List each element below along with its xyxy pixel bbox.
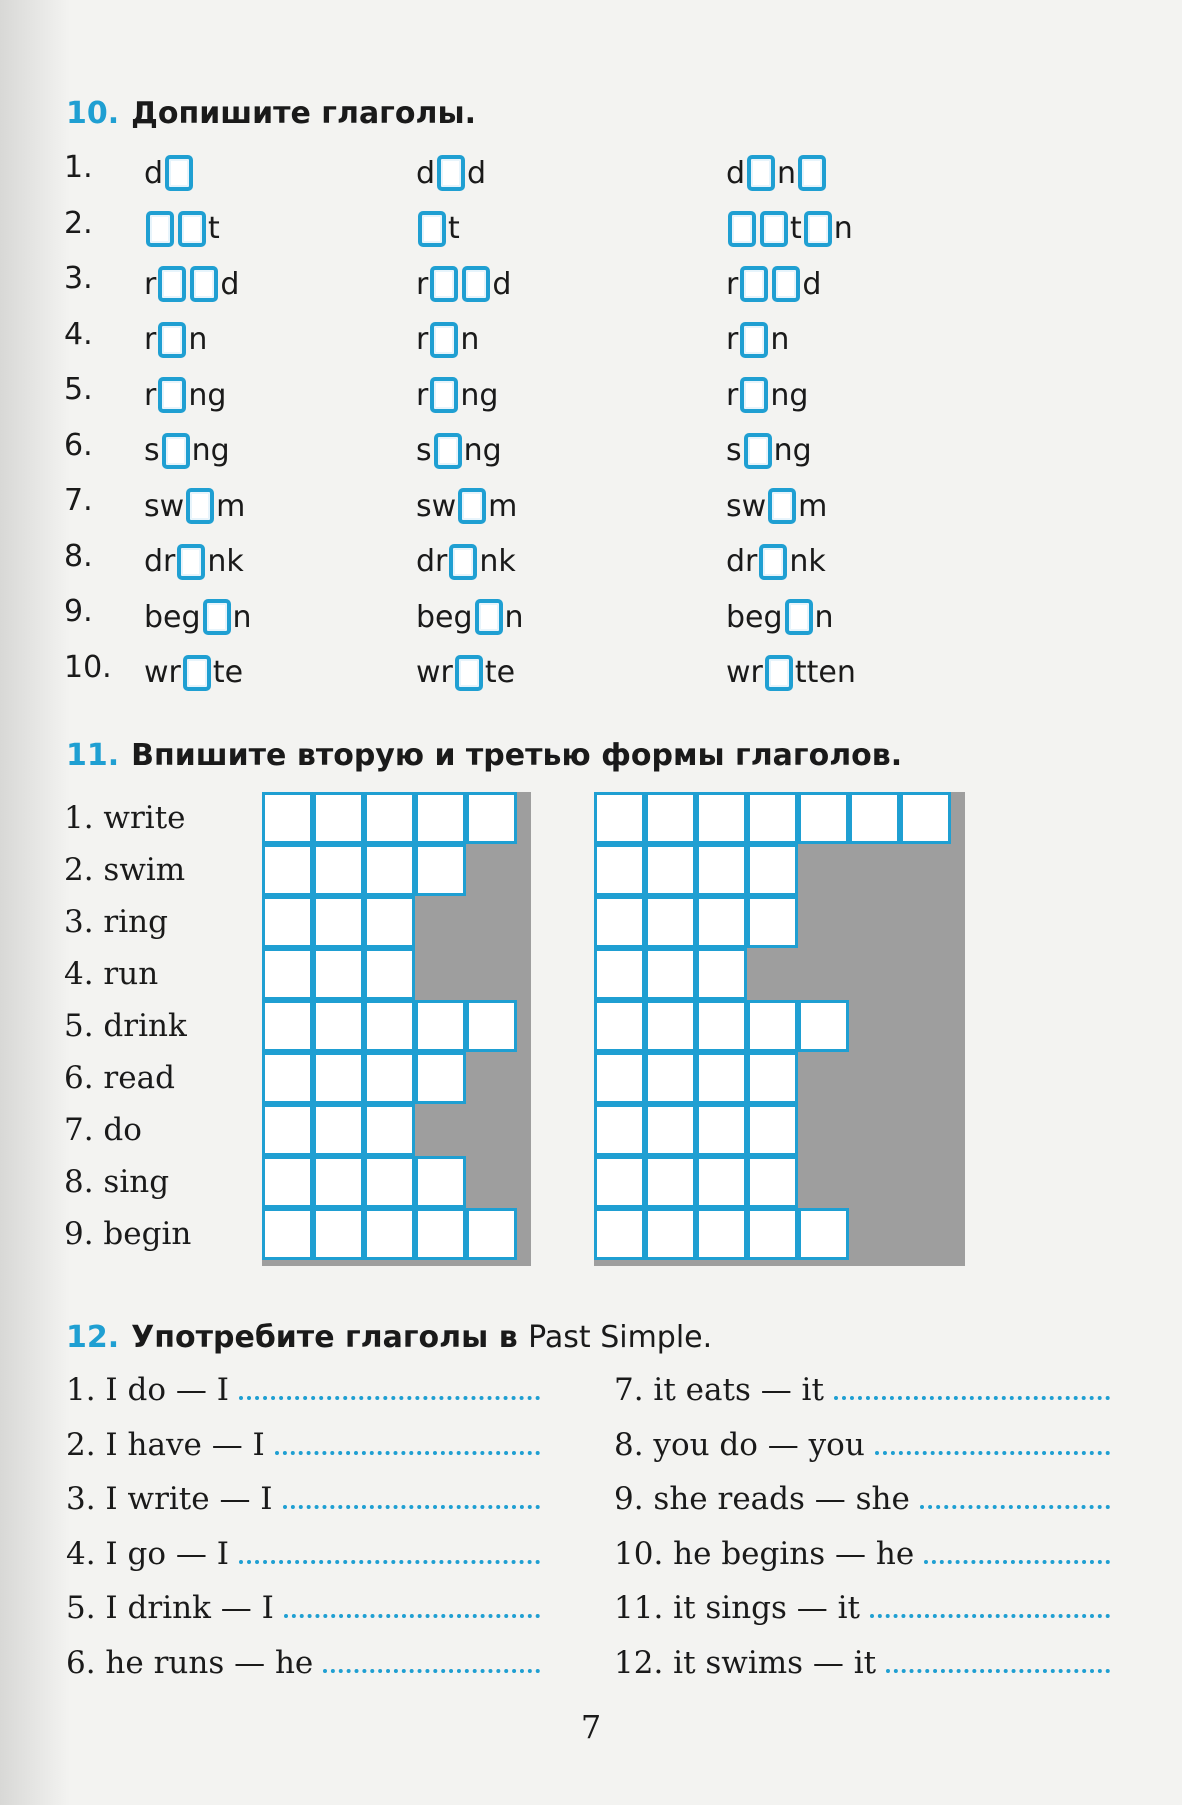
grid-cell[interactable] <box>262 792 313 844</box>
past-simple-item <box>66 1590 540 1626</box>
item-text: 9. she reads — she <box>614 1481 910 1517</box>
item-text: 6. he runs — he <box>66 1644 314 1681</box>
grid-cell[interactable] <box>262 1052 313 1104</box>
grid-cell[interactable] <box>415 1208 466 1260</box>
exercise-12-heading <box>66 1320 712 1355</box>
verb-form-2 <box>416 150 486 196</box>
grid-cell[interactable] <box>313 1104 364 1156</box>
grid-cell[interactable] <box>747 792 798 844</box>
verb-letters: s <box>144 433 160 468</box>
grid-cell[interactable] <box>262 1104 313 1156</box>
grid-cell[interactable] <box>594 1208 645 1260</box>
row-number: 3. <box>64 261 93 296</box>
verb-form-3 <box>726 317 789 363</box>
grid-cell[interactable] <box>747 1052 798 1104</box>
exercise-10-row <box>64 650 1124 700</box>
verb-letters: n <box>188 322 208 357</box>
grid-cell[interactable] <box>364 792 415 844</box>
grid-cell[interactable] <box>415 1156 466 1208</box>
verb-letters: dr <box>416 544 448 579</box>
letter-box[interactable] <box>178 211 206 247</box>
letter-box[interactable] <box>158 266 186 302</box>
verb-letters: wr <box>726 655 763 690</box>
grid-cell[interactable] <box>594 1052 645 1104</box>
grid-cell[interactable] <box>364 1000 415 1052</box>
verb-letters: beg <box>144 599 201 635</box>
grid-cell[interactable] <box>594 1156 645 1208</box>
verb-form-3 <box>726 483 827 529</box>
row-number: 10. <box>64 649 112 685</box>
item-text: 10. he begins — he <box>614 1535 915 1572</box>
item-text: 3. I write — I <box>66 1481 273 1517</box>
grid-cell[interactable] <box>364 896 415 948</box>
verb-letters: r <box>416 266 429 302</box>
grid-cell[interactable] <box>313 896 364 948</box>
verb-letters: beg <box>726 599 783 635</box>
verb-letters: nk <box>207 544 244 579</box>
verb-letters: d <box>144 155 164 191</box>
verb-form-1 <box>144 150 195 196</box>
verb-letters: tten <box>794 655 856 690</box>
letter-box[interactable] <box>177 544 205 580</box>
letter-box[interactable] <box>740 322 768 358</box>
row-number: 9. <box>64 594 93 629</box>
past-simple-item <box>66 1645 540 1681</box>
verb-form-3 <box>726 206 853 252</box>
answer-line[interactable] <box>283 1483 540 1509</box>
grid-cell[interactable] <box>747 844 798 896</box>
letter-box[interactable] <box>203 599 231 635</box>
letter-box[interactable] <box>759 544 787 580</box>
verb-form-3 <box>726 594 834 640</box>
grid-cell[interactable] <box>262 896 313 948</box>
grid-cell[interactable] <box>696 1052 747 1104</box>
exercise-10-row <box>64 261 1124 311</box>
verb-letters: ng <box>188 377 227 413</box>
grid-cell[interactable] <box>415 844 466 896</box>
grid-cell[interactable] <box>364 1104 415 1156</box>
verb-form-1 <box>144 539 244 585</box>
letter-box[interactable] <box>765 655 793 691</box>
grid-cell[interactable] <box>696 896 747 948</box>
grid-cell[interactable] <box>696 792 747 844</box>
verb-letters: t <box>448 211 460 246</box>
letter-box[interactable] <box>462 266 490 302</box>
item-text: 8. you do — you <box>614 1426 865 1463</box>
answer-line[interactable] <box>920 1483 1110 1509</box>
exercise-11-heading <box>66 738 902 773</box>
letter-box[interactable] <box>418 211 446 247</box>
grid-cell[interactable] <box>313 948 364 1000</box>
exercise-11-verb-list <box>64 800 264 1268</box>
verb-item: 4. run <box>64 956 159 992</box>
letter-box[interactable] <box>747 155 775 191</box>
verb-form-1 <box>144 428 230 474</box>
verb-letters: r <box>726 266 739 302</box>
verb-form-2 <box>416 428 502 474</box>
grid-cell[interactable] <box>747 1156 798 1208</box>
grid-cell[interactable] <box>466 1208 517 1260</box>
grid-cell[interactable] <box>747 1104 798 1156</box>
letter-box[interactable] <box>768 488 796 524</box>
verb-form-2 <box>416 650 515 696</box>
grid-cell[interactable] <box>696 844 747 896</box>
verb-letters: n <box>770 322 790 357</box>
grid-cell[interactable] <box>364 1052 415 1104</box>
verb-item: 5. drink <box>64 1008 187 1044</box>
letter-box[interactable] <box>186 488 214 524</box>
verb-letters: dr <box>144 544 176 579</box>
verb-letters: te <box>484 655 516 690</box>
grid-cell[interactable] <box>696 1208 747 1260</box>
grid-cell[interactable] <box>696 1000 747 1052</box>
grid-cell[interactable] <box>262 948 313 1000</box>
verb-form-3 <box>726 539 826 585</box>
letter-box[interactable] <box>728 211 756 247</box>
past-simple-item <box>614 1372 1110 1408</box>
verb-form-2 <box>416 206 460 252</box>
verb-letters: n <box>777 155 797 191</box>
grid-cell[interactable] <box>313 1208 364 1260</box>
verb-letters: s <box>416 433 432 468</box>
item-text: 2. I have — I <box>66 1426 265 1463</box>
letter-box[interactable] <box>744 433 772 469</box>
grid-cell[interactable] <box>696 948 747 1000</box>
verb-letters: d <box>467 155 487 191</box>
letter-box[interactable] <box>437 155 465 191</box>
exercise-10-row <box>64 150 1124 200</box>
verb-form-1 <box>144 483 245 529</box>
verb-form-1 <box>144 372 226 418</box>
past-simple-item <box>66 1372 540 1408</box>
letter-box[interactable] <box>158 322 186 358</box>
verb-form-3 <box>726 428 812 474</box>
verb-letters: r <box>144 377 157 413</box>
verb-form-1 <box>144 206 220 252</box>
grid-cell[interactable] <box>364 844 415 896</box>
exercise-12-title: Употребите глаголы в <box>131 1320 518 1355</box>
verb-form-1 <box>144 317 207 363</box>
verb-letters: ng <box>773 433 812 468</box>
exercise-10-number: 10. <box>66 96 120 131</box>
grid-cell[interactable] <box>747 1208 798 1260</box>
verb-letters: r <box>144 322 157 357</box>
verb-item: 9. begin <box>64 1216 192 1252</box>
exercise-10-row <box>64 594 1124 644</box>
verb-form-3 <box>726 650 856 696</box>
verb-letters: r <box>416 322 429 357</box>
answer-line[interactable] <box>239 1538 540 1564</box>
exercise-10-title: Допишите глаголы. <box>131 96 476 131</box>
verb-item: 2. swim <box>64 852 186 888</box>
answer-line[interactable] <box>924 1538 1110 1564</box>
exercise-10-row <box>64 539 1124 589</box>
letter-box[interactable] <box>190 266 218 302</box>
verb-item: 8. sing <box>64 1164 170 1200</box>
verb-letters: t <box>208 211 220 246</box>
row-number: 4. <box>64 316 93 352</box>
verb-form-2 <box>416 594 524 640</box>
verb-letters: ng <box>191 433 230 468</box>
grid-cell[interactable] <box>262 1156 313 1208</box>
exercise-10-row <box>64 372 1124 422</box>
verb-letters: sw <box>416 488 457 524</box>
verb-form-1 <box>144 594 252 640</box>
verb-letters: nk <box>479 544 516 579</box>
row-number: 1. <box>64 150 93 185</box>
verb-letters: sw <box>144 488 185 524</box>
item-text: 12. it swims — it <box>614 1644 877 1681</box>
letter-box[interactable] <box>430 377 458 413</box>
grid-cell[interactable] <box>364 1208 415 1260</box>
verb-form-2 <box>416 539 516 585</box>
letter-box[interactable] <box>772 266 800 302</box>
verb-letters: n <box>232 599 252 635</box>
past-simple-item <box>614 1590 1110 1626</box>
grid-cell[interactable] <box>313 792 364 844</box>
grid-cell[interactable] <box>900 792 951 844</box>
answer-line[interactable] <box>834 1374 1110 1400</box>
grid-cell[interactable] <box>466 1000 517 1052</box>
grid-cell[interactable] <box>313 1052 364 1104</box>
verb-letters: ng <box>460 377 499 413</box>
verb-letters: r <box>726 377 739 413</box>
letter-box[interactable] <box>804 211 832 247</box>
letter-box[interactable] <box>162 433 190 469</box>
item-text: 11. it sings — it <box>614 1590 861 1626</box>
verb-form-2 <box>416 317 479 363</box>
letter-box[interactable] <box>740 266 768 302</box>
row-number: 2. <box>64 205 93 241</box>
grid-cell[interactable] <box>645 1104 696 1156</box>
letter-box[interactable] <box>475 599 503 635</box>
grid-cell[interactable] <box>645 1208 696 1260</box>
letter-box[interactable] <box>760 211 788 247</box>
grid-cell[interactable] <box>415 1052 466 1104</box>
grid-cell[interactable] <box>645 844 696 896</box>
verb-item: 6. read <box>64 1060 175 1096</box>
verb-letters: m <box>488 488 518 524</box>
grid-cell[interactable] <box>594 1104 645 1156</box>
grid-cell[interactable] <box>696 1156 747 1208</box>
verb-form-2 <box>416 372 498 418</box>
verb-letters: n <box>814 599 834 635</box>
grid-cell[interactable] <box>747 1000 798 1052</box>
row-number: 8. <box>64 538 93 574</box>
letter-box[interactable] <box>434 433 462 469</box>
exercise-10-row <box>64 428 1124 478</box>
verb-form-3 <box>726 372 808 418</box>
exercise-10-heading <box>66 96 476 131</box>
verb-letters: sw <box>726 488 767 524</box>
verb-letters: wr <box>416 655 453 690</box>
answer-line[interactable] <box>323 1647 540 1673</box>
past-simple-item <box>66 1481 540 1517</box>
letter-box[interactable] <box>165 155 193 191</box>
verb-letters: d <box>220 266 240 302</box>
answer-line[interactable] <box>239 1374 540 1400</box>
verb-letters: d <box>416 155 436 191</box>
item-text: 1. I do — I <box>66 1372 229 1408</box>
verb-letters: t <box>790 211 802 246</box>
verb-letters: s <box>726 433 742 468</box>
verb-letters: r <box>144 266 157 302</box>
exercise-11-title: Впишите вторую и третью формы глаголов. <box>131 738 903 773</box>
letter-box[interactable] <box>430 266 458 302</box>
verb-letters: te <box>212 655 244 690</box>
letter-box[interactable] <box>740 377 768 413</box>
verb-letters: beg <box>416 599 473 635</box>
grid-cell[interactable] <box>696 1104 747 1156</box>
grid-cell[interactable] <box>313 1156 364 1208</box>
past-simple-item <box>66 1536 540 1572</box>
exercise-10-row <box>64 317 1124 367</box>
grid-cell[interactable] <box>594 1000 645 1052</box>
verb-form-3 <box>726 150 828 196</box>
grid-cell[interactable] <box>262 844 313 896</box>
grid-cell[interactable] <box>645 1156 696 1208</box>
answer-line[interactable] <box>284 1592 540 1618</box>
grid-cell[interactable] <box>798 1208 849 1260</box>
verb-item: 7. do <box>64 1112 142 1148</box>
verb-letters: wr <box>144 655 181 690</box>
letter-box[interactable] <box>158 377 186 413</box>
grid-cell[interactable] <box>849 792 900 844</box>
answer-line[interactable] <box>875 1429 1110 1455</box>
page-number: 7 <box>580 1708 602 1746</box>
grid-cell[interactable] <box>645 948 696 1000</box>
row-number: 5. <box>64 372 93 407</box>
page-edge-shadow <box>0 0 70 1805</box>
answer-line[interactable] <box>275 1429 540 1455</box>
grid-cell[interactable] <box>645 1052 696 1104</box>
grid-cell[interactable] <box>313 1000 364 1052</box>
verb-letters: m <box>798 488 828 524</box>
grid-cell[interactable] <box>645 1000 696 1052</box>
answer-line[interactable] <box>870 1592 1110 1618</box>
exercise-12-number: 12. <box>66 1320 120 1355</box>
grid-cell[interactable] <box>645 896 696 948</box>
letter-box[interactable] <box>785 599 813 635</box>
verb-letters: m <box>216 488 246 524</box>
verb-form-1 <box>144 261 239 307</box>
grid-cell[interactable] <box>415 1000 466 1052</box>
past-simple-item <box>614 1536 1110 1572</box>
grid-cell[interactable] <box>798 1000 849 1052</box>
verb-letters: d <box>726 155 746 191</box>
letter-box[interactable] <box>430 322 458 358</box>
verb-letters: r <box>726 322 739 357</box>
verb-item: 3. ring <box>64 904 168 940</box>
verb-letters: d <box>492 266 512 302</box>
grid-cell[interactable] <box>262 1208 313 1260</box>
verb-letters: ng <box>463 433 502 468</box>
item-text: 5. I drink — I <box>66 1590 274 1626</box>
verb-letters: n <box>833 211 853 246</box>
grid-cell[interactable] <box>747 896 798 948</box>
exercise-11-number: 11. <box>66 738 120 773</box>
grid-cell[interactable] <box>594 792 645 844</box>
verb-letters: ng <box>770 377 809 413</box>
verb-letters: d <box>802 266 822 302</box>
verb-form-2 <box>416 483 517 529</box>
verb-letters: r <box>416 377 429 413</box>
item-text: 4. I go — I <box>66 1535 229 1572</box>
letter-box[interactable] <box>455 655 483 691</box>
grid-cell[interactable] <box>415 792 466 844</box>
past-simple-item <box>614 1481 1110 1517</box>
grid-cell[interactable] <box>594 844 645 896</box>
answer-line[interactable] <box>886 1647 1110 1673</box>
grid-cell[interactable] <box>594 896 645 948</box>
verb-letters: dr <box>726 544 758 579</box>
exercise-12-title-plain: Past Simple. <box>528 1320 713 1355</box>
grid-cell[interactable] <box>364 1156 415 1208</box>
letter-box[interactable] <box>183 655 211 691</box>
letter-box[interactable] <box>449 544 477 580</box>
exercise-10-row <box>64 206 1124 256</box>
item-text: 7. it eats — it <box>614 1372 824 1408</box>
grid-cell[interactable] <box>645 792 696 844</box>
past-simple-item <box>66 1427 540 1463</box>
verb-form-1 <box>144 650 243 696</box>
exercise-10-row <box>64 483 1124 533</box>
grid-cell[interactable] <box>798 792 849 844</box>
verb-letters: n <box>504 599 524 635</box>
verb-form-2 <box>416 261 511 307</box>
grid-cell[interactable] <box>364 948 415 1000</box>
grid-cell[interactable] <box>313 844 364 896</box>
grid-cell[interactable] <box>466 792 517 844</box>
letter-box[interactable] <box>146 211 174 247</box>
past-simple-item <box>614 1427 1110 1463</box>
verb-letters: nk <box>789 544 826 579</box>
verb-letters: n <box>460 322 480 357</box>
verb-form-3 <box>726 261 821 307</box>
letter-box[interactable] <box>458 488 486 524</box>
past-simple-item <box>614 1645 1110 1681</box>
verb-item: 1. write <box>64 800 186 836</box>
grid-cell[interactable] <box>262 1000 313 1052</box>
letter-box[interactable] <box>798 155 826 191</box>
row-number: 6. <box>64 427 93 463</box>
row-number: 7. <box>64 483 93 518</box>
grid-cell[interactable] <box>594 948 645 1000</box>
